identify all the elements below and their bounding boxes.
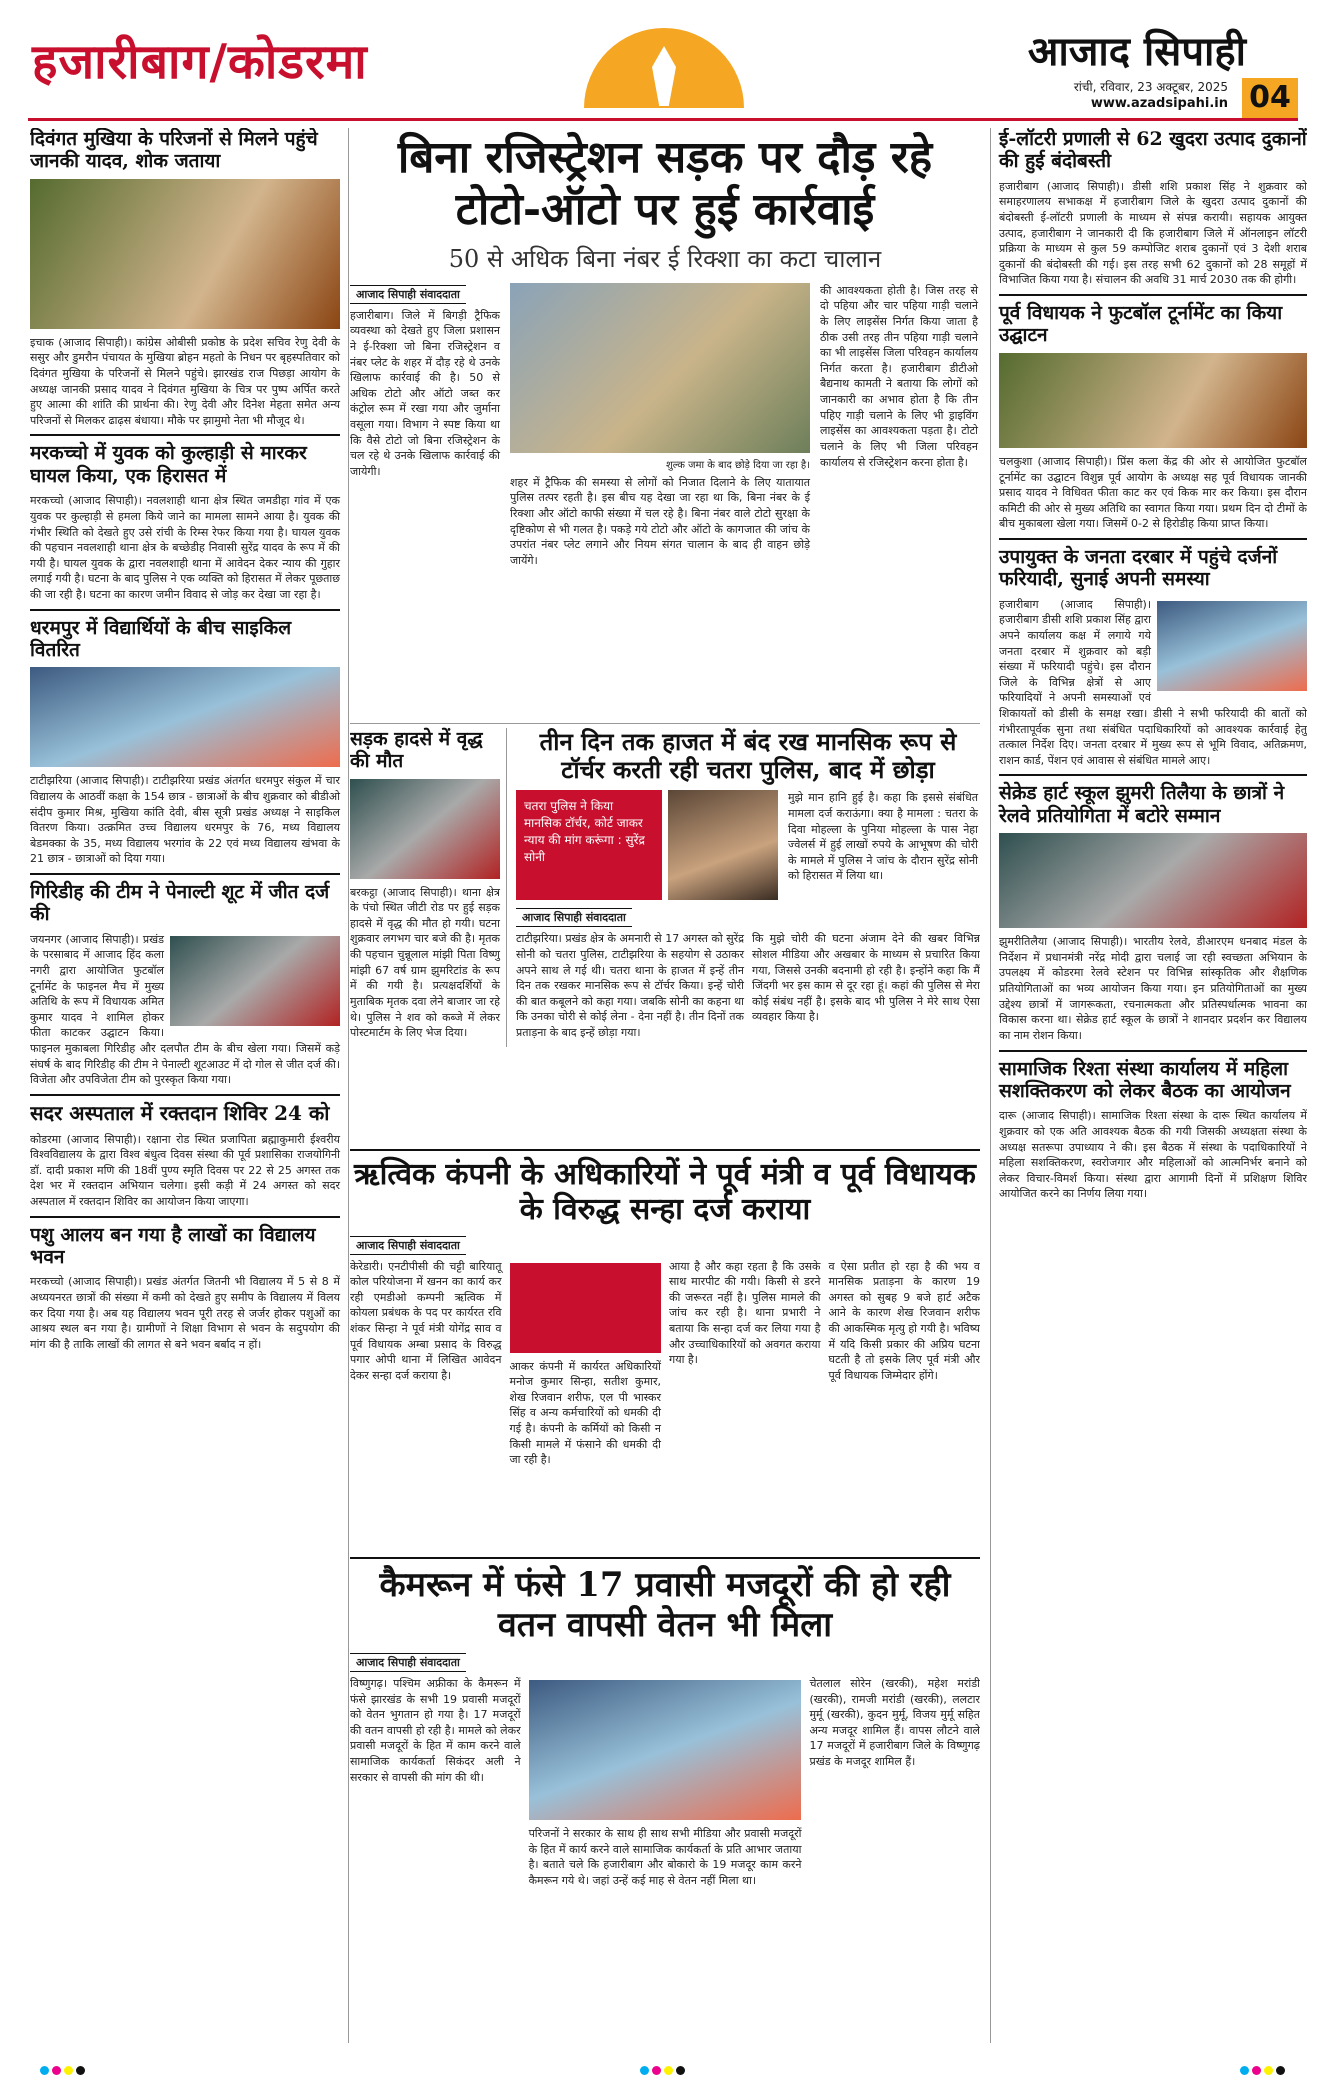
photo-football-team xyxy=(999,353,1307,448)
newspaper-brand: आजाद सिपाही xyxy=(1027,28,1246,75)
headline: सेक्रेड हार्ट स्कूल झुमरी तिलैया के छात्रों ने रेलवे प्रतियोगिता में बटोरे सम्मान xyxy=(999,782,1285,827)
article-body: चेतलाल सोरेन (खरकी), महेश मरांडी (खरकी), रामजी मरांडी (खरकी), ललटार मुर्मू (खरकी), कुदन मुर्मू, विजय मुर्मू सहित अन्य मजदूर शामिल हैं। वापस लौटने वाले 17 मजदूरों में हजारीबाग जिले के विष्णुगढ़ प्रखंड के मजदूर शामिल हैं। xyxy=(809,1677,980,1769)
page-number: 04 xyxy=(1242,78,1298,118)
pen-nib-logo-icon xyxy=(584,28,744,108)
photo-condolence xyxy=(30,179,340,329)
headline: धरमपुर में विद्यार्थियों के बीच साइकिल वितरित xyxy=(30,616,292,661)
headline: दिवंगत मुखिया के परिजनों से मिलने पहुंचे जानकी यादव, शोक जताया xyxy=(30,128,318,173)
article-body: केरेडारी। एनटीपीसी की चट्टी बारियातू कोल परियोजना में खनन का कार्य कर रही एमडीओ कम्पनी ऋत्विक में कोयला प्रबंधक के पद पर कार्यरत रवि शंकर सिन्हा ने पूर्व मंत्री योगेंद्र साव व पूर्व विधायक अम्बा प्रसाद के विरुद्ध पगार ओपी थाना में लिखित आवेदन देकर सन्हा दर्ज कराया है। xyxy=(350,1259,502,1382)
headline: ऋत्विक कंपनी के अधिकारियों ने पूर्व मंत्री व पूर्व विधायक के विरुद्ध सन्हा दर्ज कराया xyxy=(354,1156,976,1228)
divider xyxy=(30,873,340,875)
lead-subheadline: 50 से अधिक बिना नंबर ई रिक्शा का कटा चालान xyxy=(448,244,882,273)
article-body: हजारीबाग (आजाद सिपाही)। हजारीबाग डीसी शशि प्रकाश सिंह द्वारा अपने कार्यालय कक्ष में लगाये गये जनता दरबार में शुक्रवार को बड़ी संख्या में फरियादी पहुंचे। इस दौरान जिले के विभिन्न क्षेत्रों से आए फरियादियों ने अपनी समस्याओं एवं शिकायतों को डीसी के समक्ष रखा। डीसी ने सभी फरियादी की बातों को गंभीरतापूर्वक सुना तथा संबंधित पदाधिकारियों को आवश्यक कार्रवाई हेतु तत्काल निर्देश दिए। जनता दरबार में मुख्य रूप से भूमि विवाद, अतिक्रमण, राशन कार्ड, पेंशन एवं आवास से संबंधित मामले आए। xyxy=(999,597,1307,767)
photo-football-match xyxy=(170,936,340,1026)
article-body: बरकट्ठा (आजाद सिपाही)। थाना क्षेत्र के पंचो स्थित जीटी रोड पर हुई सड़क हादसे में वृद्ध की मौत हो गयी। घटना शुक्रवार लगभग चार बजे की है। मृतक की पहचान चुन्नूलाल मांझी पिता विष्णु मांझी 67 वर्ष ग्राम झुमरिटांड के रूप में की गयी है। प्रत्यक्षदर्शियों के मुताबिक मृतक दवा लेने बाजार जा रहे थे। पुलिस ने शव को कब्जे में लेकर पोस्टमार्टम के लिए भेज दिया। xyxy=(350,885,500,1040)
headline: ई-लॉटरी प्रणाली से 62 खुदरा उत्पाद दुकानों की हुई बंदोबस्ती xyxy=(999,128,1307,173)
photo-caption: शुल्क जमा के बाद छोड़े दिया जा रहा है। xyxy=(665,459,810,471)
headline: सदर अस्पताल में रक्तदान शिविर 24 को xyxy=(30,1100,330,1125)
lower-center-block xyxy=(350,723,980,1149)
article-e-lottery xyxy=(999,128,1307,288)
byline: आजाद सिपाही संवाददाता xyxy=(350,1236,466,1255)
dateline: रांची, रविवार, 23 अक्टूबर, 2025 xyxy=(1073,80,1228,94)
photo-company-sign xyxy=(510,1263,662,1353)
article-body: जयनगर (आजाद सिपाही)। प्रखंड के परसाबाद में आजाद हिंद कला नगरी द्वारा आयोजित फुटबॉल टूर्नामेंट के फाइनल मैच में मुख्य अतिथि के रूप में विधायक अमित कुमार यादव ने शामिल होकर फीता काटकर उद्घाटन किया। फाइनल मुकाबला गिरिडीह और दलपौत टीम के बीच खेला गया। जिसमें कड़े संघर्ष के बाद गिरिडीह की टीम ने पेनाल्टी शूटआउट में दो गोल से जीत दर्ज की। विजेता और उपविजेता टीम को पुरस्कृत किया गया। xyxy=(30,932,340,1087)
article-body: परिजनों ने सरकार के साथ ही साथ सभी मीडिया और प्रवासी मजदूरों के हित में कार्य करने वाले सामाजिक कार्यकर्ता के प्रति आभार जताया है। बताते चले कि हजारीबाग और बोकारो के 19 मजदूर काम करने कैमरून गये थे। जहां उन्हें कई माह से वेतन नहीं मिला था। xyxy=(528,1827,802,1887)
center-column xyxy=(350,128,980,2043)
headline: तीन दिन तक हाजत में बंद रख मानसिक रूप से टॉर्चर करती रही चतरा पुलिस, बाद में छोड़ा xyxy=(539,726,957,785)
article-body: झुमरीतिलैया (आजाद सिपाही)। भारतीय रेलवे, डीआरएम धनबाद मंडल के निर्देशन में प्रधानमंत्री नरेंद्र मोदी द्वारा चलाई जा रही स्वच्छता अभियान के उपलक्ष्य में कोडरमा रेलवे स्टेशन पर विभिन्न सांस्कृतिक और शैक्षणिक प्रतियोगिताओं का भव्य आयोजन किया गया। इन प्रतियोगिताओं का मुख्य उद्देश्य छात्रों में जागरूकता, रचनात्मकता और प्रतिस्पर्धात्मक भावना का विकास करना था। सेक्रेड हार्ट स्कूल के छात्रों ने शानदार प्रदर्शन कर विद्यालय का नाम रोशन किया। xyxy=(999,935,1307,1042)
article-body: मरकच्चो (आजाद सिपाही)। नवलशाही थाना क्षेत्र स्थित जमडीहा गांव में एक युवक पर कुल्हाड़ी से हमला किये जाने का मामला सामने आया है। युवक की गंभीर स्थिति को देखते हुए उसे रांची के रिम्स रेफर किया गया है। घायल युवक की पहचान नवलशाही थाना क्षेत्र के बच्छेडीह निवासी सुरेंद्र यादव के रूप में की गयी है। घायल युवक के द्वारा नवलशाही थाना में आवेदन देकर न्याय की गुहार लगाई गयी है। घटना के बाद पुलिस ने एक व्यक्ति को हिरासत में लेकर पूछताछ की जा रही है। घटना का कारण जमीन विवाद से जोड़ कर देखा जा रहा है। xyxy=(30,494,340,601)
headline: उपायुक्त के जनता दरबार में पहुंचे दर्जनों फरियादी, सुनाई अपनी समस्या xyxy=(999,545,1278,591)
article-cameroon xyxy=(350,1557,980,1895)
divider xyxy=(30,609,340,611)
byline: आजाद सिपाही संवाददाता xyxy=(516,908,632,927)
divider xyxy=(30,434,340,436)
article-football xyxy=(30,881,340,1088)
article-body: व ऐसा प्रतीत हो रहा है की भय व मानसिक प्रताड़ना के कारण 19 अगस्त को सुबह 9 बजे हार्ट अटैक आने के कारण शेख रिजवान शरीफ की आकस्मिक मृत्यु हो गयी है। भविष्य में यदि किसी प्रकार की अप्रिय घटना घटती है तो इसके लिए पूर्व मंत्री और पूर्व विधायक जिम्मेदार होंगे। xyxy=(828,1259,980,1382)
article-mourning xyxy=(30,128,340,428)
photo-janta-darbar xyxy=(1157,601,1307,691)
right-column xyxy=(990,128,1307,2043)
headline: कैमरून में फंसे 17 प्रवासी मजदूरों की हो रही वतन वापसी वेतन भी मिला xyxy=(379,1564,951,1645)
article-body: मुझे मान हानि हुई है। कहा कि इससे संबंधित मामला दर्ज कराऊंगा। क्या है मामला : चतरा के दिवा मोहल्ला के पुनिया मोहल्ला के पास नेहा ज्वेलर्स में हुई लाखों रुपये के आभूषण की चोरी के मामले में पुलिस ने जांच के दौरान सुरेंद्र सोनी को हिरासत में लिया था। xyxy=(788,791,978,883)
article-ritwik xyxy=(350,1149,980,1557)
article-body: आकर कंपनी में कार्यरत अधिकारियों मनोज कुमार सिन्हा, सतीश कुमार, शेख रिजवान शरीफ, एल पी भास्कर सिंह व अन्य कर्मचारियों को धमकी दी गई है। कंपनी के कर्मियों को किसी न किसी मामले में फंसाने की धमकी दी जा रही है। xyxy=(509,1359,661,1467)
headline: सड़क हादसे में वृद्ध की मौत xyxy=(350,727,483,773)
headline: सामाजिक रिश्ता संस्था कार्यालय में महिला सशक्तिकरण को लेकर बैठक का आयोजन xyxy=(999,1057,1291,1102)
article-body: की आवश्यकता होती है। जिस तरह से दो पहिया और चार पहिया गाड़ी चलाने के लिए लाइसेंस निर्गत किया जाता है ठीक उसी तरह तीन पहिया गाड़ी चलाने का भी लाइसेंस जिला परिवहन कार्यालय निर्गत करता है। हजारीबाग डीटीओ बैद्यनाथ कामती ने बताया कि लोगों को जानकारी का अभाव होता है कि तीन पहिए गाड़ी चलाने के लिए भी ड्राइविंग लाइसेंस का आवश्यकता पड़ता है। टोटो चलाने के लिए भी जिला परिवहन कार्यालय से रजिस्ट्रेशन करना होता है। xyxy=(820,283,978,469)
article-blood-donation xyxy=(30,1102,340,1210)
article-body: कोडरमा (आजाद सिपाही)। रक्षाना रोड स्थित प्रजापिता ब्रह्माकुमारी ईश्वरीय विश्वविद्यालय के द्वारा विश्व बंधुत्व दिवस संस्था की पूर्व प्रशासिका राजयोगिनी डॉ. दादी प्रकाश मणि की 18वीं पुण्य स्मृति दिवस पर 22 से 25 अगस्त तक देश भर में रक्तदान अभियान चलेगा। इसी कड़ी में 24 अगस्त को सदर अस्पताल में रक्तदान शिविर का आयोजन किया जाएगा। xyxy=(30,1132,340,1208)
article-cycle-distribution xyxy=(30,617,340,867)
left-column xyxy=(30,128,349,2043)
photo-migrant-workers xyxy=(529,1680,802,1820)
article-body: विष्णुगढ़। पश्चिम अफ्रीका के कैमरून में फंसे झारखंड के सभी 19 प्रवासी मजदूरों को वेतन भुगतान हो गया है। 17 मजदूरों की वतन वापसी हो रही है। मामले को लेकर प्रवासी मजदूरों के हित में काम करने वाले सामाजिक कार्यकर्ता सिकंदर अली ने सरकार से वापसी की मांग की थी। xyxy=(350,1677,521,1784)
article-body: हजारीबाग (आजाद सिपाही)। डीसी शशि प्रकाश सिंह ने शुक्रवार को समाहरणालय सभाकक्ष में हजारीबाग जिले के खुदरा उत्पाद दुकानों की बंदोबस्ती ई-लॉटरी प्रणाली के माध्यम से संपन्न करायी। सहायक आयुक्त उत्पाद, हजारीबाग ने जानकारी दी कि हजारीबाग जिले में ऑनलाइन लॉटरी प्रक्रिया के माध्यम से कुल 59 कम्पोजिट शराब दुकानों एवं 3 देशी शराब दुकानों की बंदोबस्ती की गई। इस तरह सभी 62 दुकानों को 28 समूहों में विभाजित किया गया है। संचालन की अवधि 31 मार्च 2030 तक की होगी। xyxy=(999,179,1307,287)
headline: गिरिडीह की टीम ने पेनाल्टी शूट में जीत दर्ज की xyxy=(30,881,330,926)
article-janta-darbar xyxy=(999,546,1307,769)
headline: पूर्व विधायक ने फुटबॉल टूर्नामेंट का किया उद्घाटन xyxy=(999,302,1283,347)
article-body: टाटीझरिया। प्रखंड क्षेत्र के अमनारी से 17 अगस्त को सुरेंद्र सोनी को चतरा पुलिस, टाटीझरिया के सहयोग से उठाकर अपने साथ ले गई थी। चतरा थाना के हाजत में इन्हें तीन दिन तक रखकर मानसिक रूप से टॉर्चर किया। इन्हें चोरी की बात कबूलने को कहा गया। जबकि सोनी का कहना था कि उनका चोरी से कोई लेना - देना नहीं है। तीन दिनों तक प्रताड़ना के बाद इन्हें छोड़ा गया। xyxy=(516,932,744,1040)
article-women-empowerment xyxy=(999,1058,1307,1202)
divider xyxy=(999,294,1307,296)
headline: मरकच्चो में युवक को कुल्हाड़ी से मारकर घायल किया, एक हिरासत में xyxy=(30,442,307,487)
lead-headline: बिना रजिस्ट्रेशन सड़क पर दौड़ रहे टोटो-ऑटो पर हुई कार्रवाई xyxy=(397,132,933,235)
byline: आजाद सिपाही संवाददाता xyxy=(350,1653,466,1672)
article-school-building xyxy=(30,1224,340,1353)
article-football-inauguration xyxy=(999,302,1307,532)
photo-e-rickshaws xyxy=(510,283,810,453)
website: www.azadsipahi.in xyxy=(1090,96,1228,111)
photo-accident-site xyxy=(350,779,500,879)
color-registration-marks xyxy=(0,2052,1325,2087)
article-road-accident xyxy=(350,728,507,1047)
article-police-torture xyxy=(516,728,980,1047)
article-body: कि मुझे चोरी की घटना अंजाम देने की खबर विभिन्न सोशल मीडिया और अखबार के माध्यम से प्रचारित किया गया, जिससे उनकी बदनामी हो रही है। इन्होंने कहा कि मैं जिंदगी भर इस काम से दूर रहा हूं। कहां की पुलिस से मेरा कोई संबंध नहीं है। इसके बाद भी पुलिस ने मेरे साथ ऐसा व्यवहार किया है। xyxy=(752,932,980,1024)
byline: आजाद सिपाही संवाददाता xyxy=(350,285,466,304)
lead-article xyxy=(350,283,980,723)
photo-students-cycles xyxy=(30,667,340,767)
article-body: इचाक (आजाद सिपाही)। कांग्रेस ओबीसी प्रकोष्ठ के प्रदेश सचिव रेणु देवी के ससुर और डुमरौन पंचायत के मुखिया ब्रोहन महतो के निधन पर बृहस्पतिवार को दिवंगत मुखिया के परिजनों से मिलने पहुंचे। झारखंड राज पिछड़ा आयोग के अध्यक्ष जानकी प्रसाद यादव ने दिवंगत मुखिया के चित्र पर पुष्प अर्पित करते हुए आत्मा की शांति की प्रार्थना की। रेणु देवी और दिनेश मेहता समेत अन्य परिजनों से मिलकर ढाढ़स बंधाया। मौके पर झामुमो नेता भी मौजूद थे। xyxy=(30,335,340,427)
article-body: चलकुशा (आजाद सिपाही)। प्रिंस कला केंद्र की ओर से आयोजित फुटबॉल टूर्नामेंट का उद्घाटन विशुन्न पूर्व आयोग के अध्यक्ष सह पूर्व विधायक जानकी प्रसाद यादव ने विधिवत फीता काट कर एवं किक मार कर किया। इस दौरान कमिटी की ओर से मुख्य अतिथि का स्वागत किया गया। प्रथम दिन दो टीमों के बीच मुकाबला खेला गया। जिसमें 0-2 से हिरोडीह किया प्राप्त किया। xyxy=(999,454,1307,531)
article-body: मरकच्चो (आजाद सिपाही)। प्रखंड अंतर्गत जितनी भी विद्यालय में 5 से 8 में अध्ययनरत छात्रों की संख्या में कमी को देखते हुए समीप के विद्यालय में विलय कर दिया गया है। अब यह विद्यालय भवन पूरी तरह से जर्जर होकर पशुओं का आश्रय स्थल बन गया है। ग्रामीणों ने शिक्षा विभाग से भवन के सदुपयोग की मांग की है ताकि लाखों की लागत से बने भवन बर्बाद न हों। xyxy=(30,1275,340,1351)
masthead xyxy=(28,20,1298,130)
pull-quote: चतरा पुलिस ने किया मानसिक टॉर्चर, कोर्ट जाकर न्याय की मांग करूंगा : सुरेंद्र सोनी xyxy=(516,790,662,900)
divider xyxy=(30,1216,340,1218)
article-body: हजारीबाग। जिले में बिगड़ी ट्रैफिक व्यवस्था को देखते हुए जिला प्रशासन ने ई-रिक्शा जो बिना रजिस्ट्रेशन व नंबर प्लेट के शहर में दौड़ रहे थे उनके खिलाफ कार्रवाई की है। 50 से अधिक टोटो और ऑटो जब्त कर कंट्रोल रूम में रखा गया और जुर्माना वसूला गया। विभाग ने स्पष्ट किया था कि वैसे टोटो जो बिना रजिस्ट्रेशन के चल रहे थे उनके खिलाफ कार्रवाई की जायेगी। xyxy=(350,308,500,478)
article-body: टाटीझरिया (आजाद सिपाही)। टाटीझरिया प्रखंड अंतर्गत धरमपुर संकुल में चार विद्यालय के आठवीं कक्षा के 154 छात्र - छात्राओं के बीच शुक्रवार को बीडीओ संदीप कुमार मिश्र, मुखिया कांति देवी, बीस सूत्री प्रखंड अध्यक्ष ने साइकिल वितरण किया। उत्क्रमित उच्च विद्यालय धरमपुर के 76, मध्य विद्यालय बेडमक्का के 35, मध्य विद्यालय भरगांव के 22 एवं मध्य विद्यालय खंभवा के 21 छात्र - छात्राओं को दिया गया। xyxy=(30,774,340,866)
divider xyxy=(999,538,1307,540)
photo-students-awards xyxy=(999,833,1307,928)
divider xyxy=(999,1050,1307,1052)
article-body: आया है और कहा रहता है कि उसके साथ मारपीट की गयी। किसी से डरने की जरूरत नहीं है। पुलिस मामले की जांच कर रही है। थाना प्रभारी ने बताया कि सन्हा दर्ज कर लिया गया है और उच्चाधिकारियों को अवगत कराया गया है। xyxy=(669,1259,821,1367)
masthead-rule xyxy=(28,118,1298,121)
section-title: हजारीबाग/कोडरमा xyxy=(32,34,368,90)
headline: पशु आलय बन गया है लाखों का विद्यालय भवन xyxy=(30,1223,316,1268)
article-body: शहर में ट्रैफिक की समस्या से लोगों को निजात दिलाने के लिए यातायात पुलिस तत्पर रहती है। इस बीच यह देखा जा रहा था कि, बिना नंबर के ई रिक्शा और ऑटो काफी संख्या में चल रहे है। बिना नंबर वाले टोटो सुरक्षा के दृष्टिकोण से भी गलत है। पकड़े गये टोटो और ऑटो के कागजात की जांच के उपरांत नंबर प्लेट लगाने और नियम संगत चालान के बाद ही वाहन छोड़े जायेंगे। xyxy=(510,475,810,567)
article-sacred-heart xyxy=(999,782,1307,1043)
divider xyxy=(30,1094,340,1096)
divider xyxy=(999,774,1307,776)
photo-surendra-soni xyxy=(668,790,778,900)
article-body: दारू (आजाद सिपाही)। सामाजिक रिश्ता संस्था के दारू स्थित कार्यालय में शुक्रवार को एक अति आवश्यक बैठक की गयी जिसकी अध्यक्षता संस्था के अध्यक्ष सतरूपा उपाध्याय ने की। इस बैठक में संस्था के पदाधिकारियों ने महिला सशक्तिकरण, स्वरोजगार और महिलाओं को आत्मनिर्भर बनाने को लेकर विचार-विमर्श किया। संस्था द्वारा आगामी दिनों में प्रशिक्षण शिविर आयोजित करने का निर्णय लिया गया। xyxy=(999,1109,1307,1201)
article-assault xyxy=(30,442,340,602)
